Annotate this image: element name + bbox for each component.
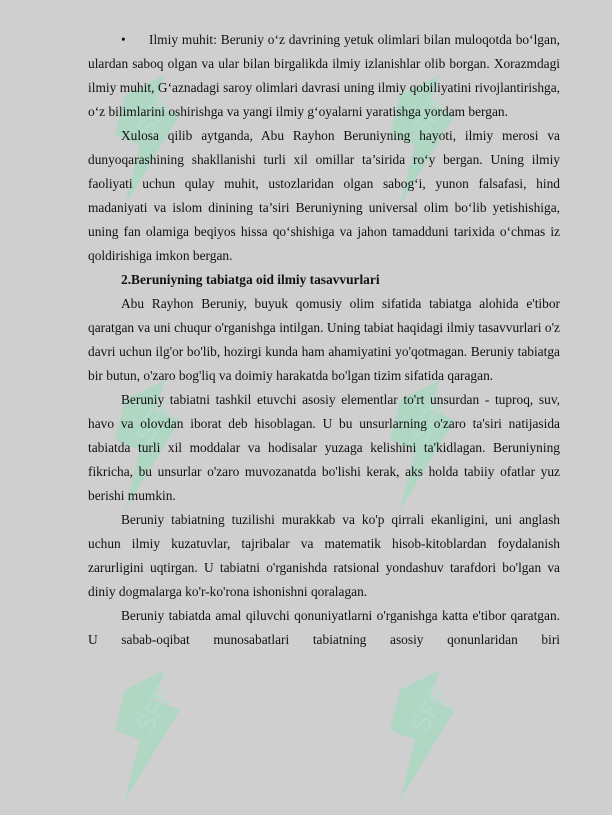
svg-text:SFF: SFF (129, 390, 180, 448)
svg-text:SFF: SFF (129, 85, 180, 143)
watermark-logo (95, 660, 205, 810)
svg-text:SFF: SFF (404, 390, 455, 448)
bullet-marker: • (121, 32, 126, 47)
svg-text:SFF: SFF (404, 85, 455, 143)
svg-text:SFF: SFF (129, 680, 180, 738)
paragraph: Beruniy tabiatda amal qiluvchi qonuniyatlarni o'rganishga katta e'tibor qaratgan. U sabab-oqibat munosabatlari tabiatning asosiy qonunlaridan biri (88, 608, 560, 647)
paragraph: Beruniy tabiatning tuzilishi murakkab va ko'p qirrali ekanligini, uni anglash uchun ilmiy kuzatuvlar, tajribalar va matematik hisob-kitoblardan foydalanish zarurligini uqtirgan. U tabiatni o'rganishda ratsional yondashuv tarafdori bo'lgan va diniy dogmalarga ko'r-ko'rona ishonishni qoralagan. (88, 512, 560, 599)
paragraph: Beruniy tabiatni tashkil etuvchi asosiy elementlar to'rt unsurdan - tuproq, suv, havo va olovdan iborat deb hisoblagan. U bu unsurlarning o'zaro ta'siri natijasida tabiatda turli xil moddalar va hodisalar yuzaga kelishini ta'kidlagan. Beruniyning fikricha, bu unsurlar o'zaro muvozanatda bo'lishi kerak, aks holda tabiiy ofatlar yuz berishi mumkin. (88, 392, 560, 503)
paragraph: Abu Rayhon Beruniy, buyuk qomusiy olim sifatida tabiatga alohida e'tibor qaratgan va uni chuqur o'rganishga intilgan. Uning tabiat haqidagi ilmiy tasavvurlari o'z davri uchun ilg'or bo'lib, hozirgi kunda ham ahamiyatini yo'qotmagan. Beruniy tabiatga bir butun, o'zaro bog'liq va doimiy harakatda bo'lgan tizim sifatida qaragan. (88, 296, 560, 383)
bullet-paragraph (88, 28, 560, 124)
section-heading: 2.Beruniyning tabiatga oid ilmiy tasavvurlari (121, 272, 380, 287)
document-body (88, 28, 560, 652)
svg-text:SFF: SFF (404, 680, 455, 738)
paragraph: Xulosa qilib aytganda, Abu Rayhon Beruniyning hayoti, ilmiy merosi va dunyoqarashining shakllanishi turli xil omillar ta’sirida ro‘y bergan. Uning ilmiy faoliyati uchun qulay muhit, ustozlaridan olgan sabog‘i, yunon falsafasi, hind madaniyati va islom dinining ta’siri Beruniyning universal olim bo‘lib yetishishiga, uning fan olamiga beqiyos hissa qo‘shishiga va jahon tamadduni tarixida o‘chmas iz qoldirishiga imkon bergan. (88, 128, 560, 263)
watermark-logo (370, 660, 480, 810)
paragraph-text: Ilmiy muhit: Beruniy o‘z davrining yetuk olimlari bilan muloqotda bo‘lgan, ulardan saboq olgan va ular bilan birgalikda ilmiy izlanishlar olib borgan. Xorazmdagi ilmiy muhit, G‘aznadagi saroy olimlari davrasi uning ilmiy qobiliyatini rivojlantirishga, o‘z bilimlarini oshirishga va yangi ilmiy g‘oyalarni yaratishga yordam bergan. (88, 32, 560, 119)
